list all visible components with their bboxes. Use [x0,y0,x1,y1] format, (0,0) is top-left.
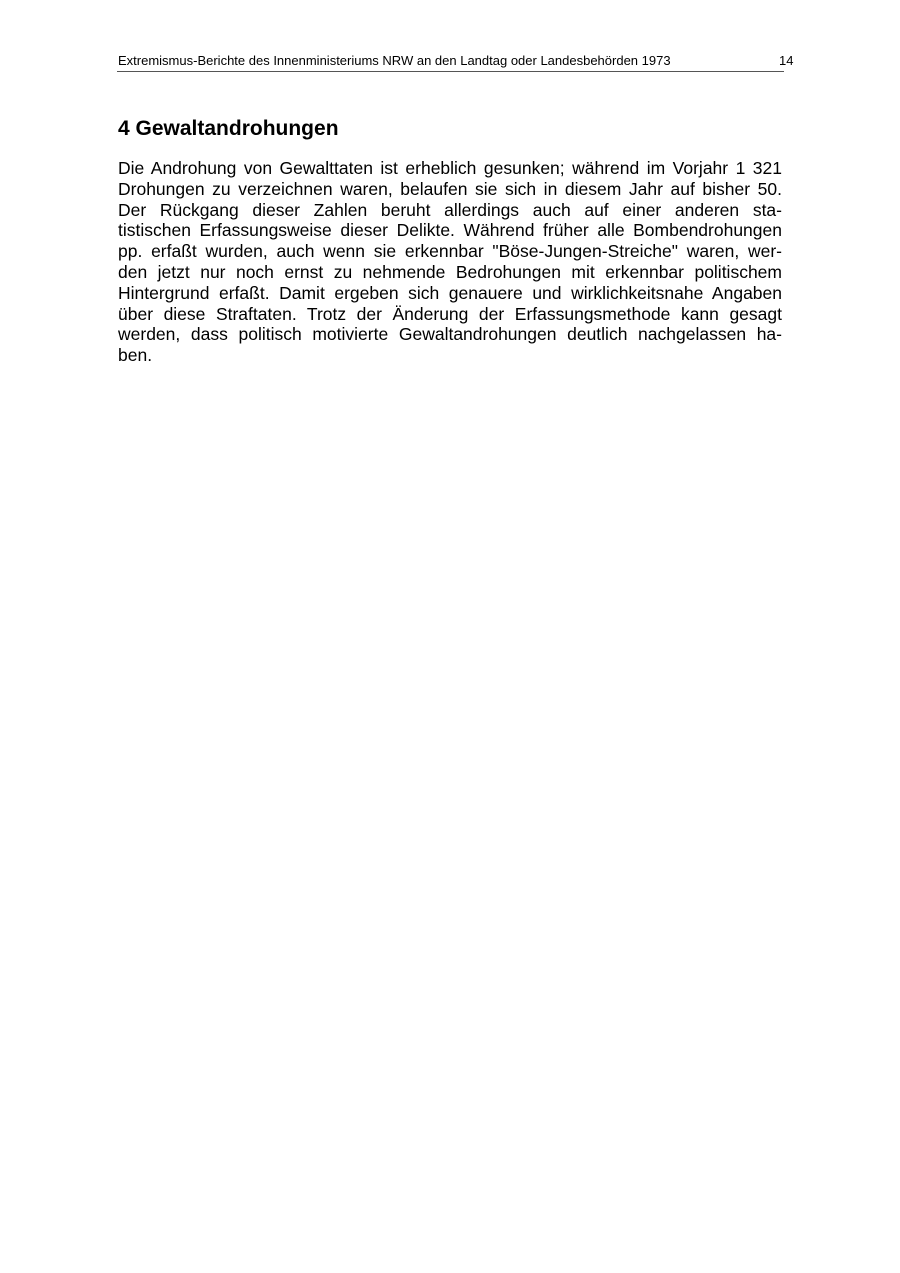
paragraph-line: werden, dass politisch motivierte Gewaltandrohungen deutlich nachgelassen ha- [118,324,782,345]
page-number: 14 [779,53,794,68]
running-header [117,52,794,72]
paragraph-line: Die Androhung von Gewalttaten ist erheblich gesunken; während im Vorjahr 1 321 [118,158,782,178]
paragraph-line: über diese Straftaten. Trotz der Änderung der Erfassungsmethode kann gesagt [118,303,782,324]
paragraph-line: pp. erfaßt wurden, auch wenn sie erkennbar "Böse-Jungen-Streiche" waren, wer- [118,241,782,262]
paragraph-line: Drohungen zu verzeichnen waren, belaufen sie sich in diesem Jahr auf bisher 50. [118,178,782,199]
body-paragraph [118,158,782,366]
paragraph-line: Hintergrund erfaßt. Damit ergeben sich genauere und wirklichkeitsnahe Angaben [118,282,782,303]
paragraph-line: tistischen Erfassungsweise dieser Delikte. Während früher alle Bombendrohungen [118,220,782,241]
paragraph-line: Der Rückgang dieser Zahlen beruht allerdings auch auf einer anderen sta- [118,199,782,220]
section-heading: 4 Gewaltandrohungen [118,117,339,140]
paragraph-line: ben. [118,345,153,366]
header-title: Extremismus-Berichte des Innenministeriums NRW an den Landtag oder Landesbehörden 1973 [118,53,671,68]
paragraph-line: den jetzt nur noch ernst zu nehmende Bedrohungen mit erkennbar politischem [118,261,782,282]
